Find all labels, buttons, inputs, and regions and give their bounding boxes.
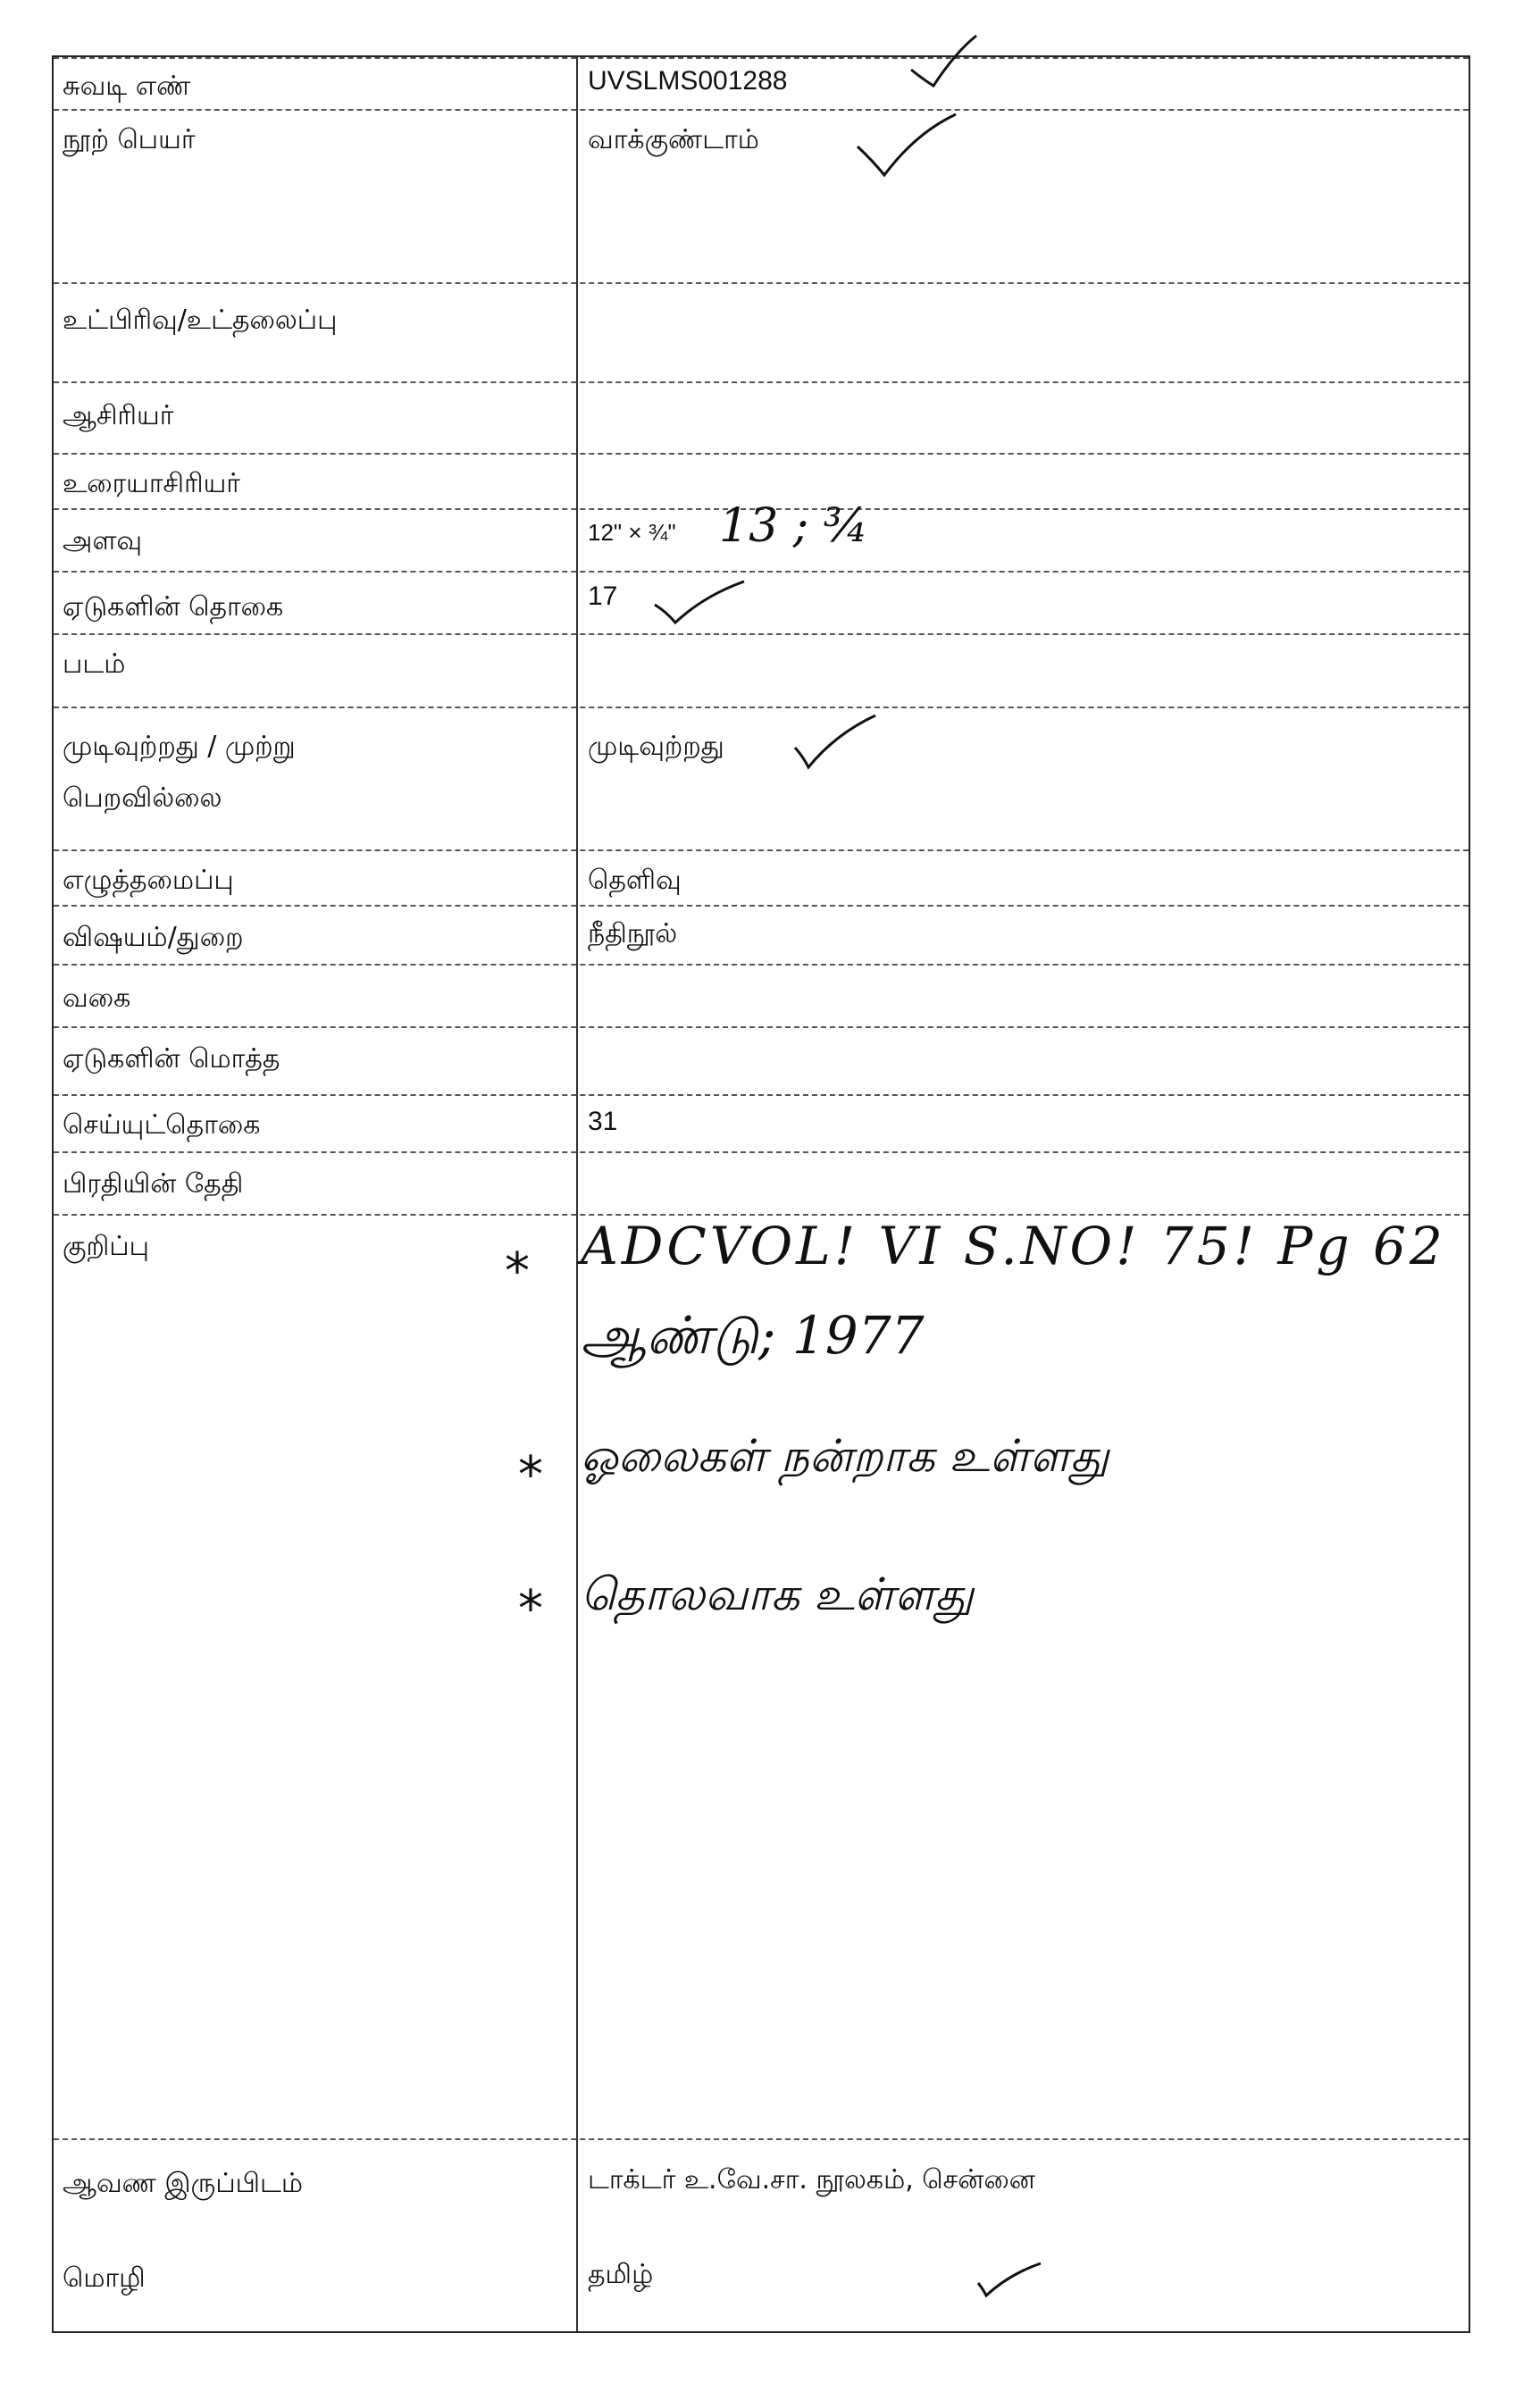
row-location	[54, 2138, 1469, 2226]
note-line-2: ஆண்டு; 1977	[581, 1305, 925, 1366]
label-manuscript-number: சுவடி எண்	[63, 71, 191, 102]
check-mark-icon	[974, 2258, 1045, 2303]
row-size	[54, 499, 1469, 571]
label-subdivision: உட்பிரிவு/உட்தலைப்பு	[63, 305, 338, 336]
value-leaf-count: 17	[588, 581, 618, 611]
row-verse-count	[54, 1094, 1469, 1151]
value-completion: முடிவுற்றது	[588, 731, 724, 762]
value-size: 12" × ¾"	[588, 519, 676, 546]
label-total-leaves: ஏடுகளின் மொத்த	[63, 1043, 280, 1075]
label-language: மொழி	[63, 2262, 146, 2294]
label-notes: குறிப்பு	[63, 1231, 149, 1262]
label-subject: விஷயம்/துறை	[63, 922, 244, 953]
row-category	[54, 964, 1469, 1026]
label-book-name: நூற் பெயர்	[63, 124, 196, 155]
note-line-1: ADCVOL! VI S.NO! 75! Pg 62	[581, 1216, 1446, 1276]
label-size: அளவு	[63, 525, 143, 556]
note-line-3: ஓலைகள் நன்றாக உள்ளது	[581, 1430, 1109, 1482]
row-book-name	[54, 109, 1469, 282]
row-completion	[54, 707, 1469, 849]
row-author	[54, 381, 1469, 453]
label-completion-line2: பெறவில்லை	[63, 782, 222, 814]
star-mark: *	[505, 1242, 530, 1301]
label-author: ஆசிரியர்	[63, 400, 174, 431]
label-leaf-count: ஏடுகளின் தொகை	[63, 591, 284, 623]
label-copy-date: பிரதியின் தேதி	[63, 1168, 244, 1200]
row-subdivision	[54, 282, 1469, 381]
row-total-leaves	[54, 1026, 1469, 1094]
label-script: எழுத்தமைப்பு	[63, 865, 234, 896]
star-mark: *	[518, 1446, 543, 1504]
row-notes	[54, 1214, 1469, 2138]
label-picture: படம்	[63, 648, 126, 680]
row-manuscript-number	[54, 57, 1469, 109]
row-script	[54, 849, 1469, 905]
star-mark: *	[518, 1580, 543, 1638]
value-language: தமிழ்	[588, 2259, 654, 2290]
label-completion: முடிவுற்றது / முற்று	[63, 731, 296, 762]
row-language	[54, 2226, 1469, 2333]
check-mark-icon	[791, 712, 880, 774]
row-picture	[54, 633, 1469, 707]
value-script: தெளிவு	[588, 865, 682, 896]
value-subject: நீதிநூல்	[588, 918, 678, 949]
catalog-sheet	[52, 55, 1470, 2333]
label-commentator: உரையாசிரியர்	[63, 468, 240, 499]
value-manuscript-number: UVSLMS001288	[588, 66, 788, 96]
label-verse-count: செய்யுட்தொகை	[63, 1109, 261, 1141]
check-mark-icon	[650, 576, 749, 630]
label-location: ஆவண இருப்பிடம்	[63, 2168, 304, 2199]
size-handwritten-note: 13 ; ¾	[719, 499, 869, 553]
row-subject	[54, 905, 1469, 964]
value-location: டாக்டர் உ.வே.சா. நூலகம், சென்னை	[588, 2164, 1035, 2195]
row-copy-date	[54, 1151, 1469, 1214]
note-line-4: தொலவாக உள்ளது	[581, 1568, 974, 1620]
value-verse-count: 31	[588, 1107, 618, 1136]
row-leaf-count	[54, 571, 1469, 633]
check-mark-icon	[907, 34, 978, 96]
check-mark-icon	[853, 111, 960, 182]
value-book-name: வாக்குண்டாம்	[588, 124, 759, 155]
label-category: வகை	[63, 983, 131, 1014]
